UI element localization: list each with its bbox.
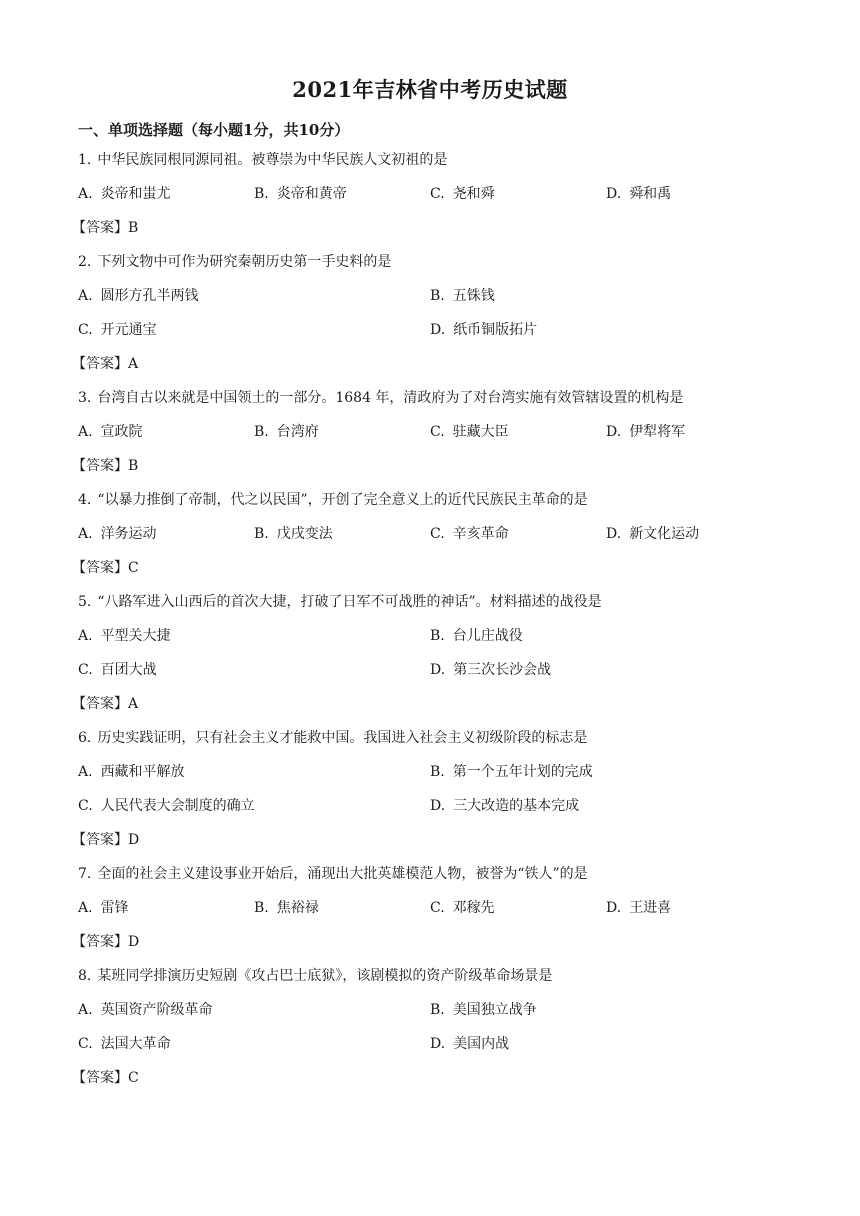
option-text: 炎帝和蚩尤 bbox=[100, 186, 171, 202]
option-text: 三大改造的基本完成 bbox=[453, 798, 580, 814]
option-text: 王进喜 bbox=[629, 900, 672, 916]
option-text: 西藏和平解放 bbox=[100, 764, 185, 780]
question-8 bbox=[72, 964, 798, 1100]
option-text: 美国独立战争 bbox=[452, 1002, 537, 1018]
option-letter: D. bbox=[430, 662, 446, 678]
option-letter: A. bbox=[78, 1002, 93, 1018]
options-row bbox=[78, 284, 798, 318]
option-letter: B. bbox=[254, 900, 269, 916]
option-c bbox=[430, 896, 606, 930]
options-row bbox=[78, 624, 798, 658]
option-letter: D. bbox=[430, 322, 446, 338]
option-text: 雷锋 bbox=[100, 900, 129, 916]
options-row bbox=[78, 318, 798, 352]
option-b bbox=[430, 284, 782, 318]
option-c bbox=[78, 658, 430, 692]
option-letter: A. bbox=[78, 764, 93, 780]
option-letter: A. bbox=[78, 628, 93, 644]
options-row bbox=[78, 522, 798, 556]
question-text: 下列文物中可作为研究秦朝历史第一手史料的是 bbox=[97, 254, 392, 270]
option-b bbox=[430, 624, 782, 658]
option-text: 洋务运动 bbox=[100, 526, 157, 542]
option-text: 伊犁将军 bbox=[629, 424, 686, 440]
options-row bbox=[78, 998, 798, 1032]
option-a bbox=[78, 760, 430, 794]
option-d bbox=[430, 318, 782, 352]
answer-value: D bbox=[128, 832, 140, 848]
options-row bbox=[78, 760, 798, 794]
option-c bbox=[430, 522, 606, 556]
question-6 bbox=[72, 726, 798, 862]
question-stem bbox=[78, 386, 798, 420]
option-letter: C. bbox=[430, 424, 445, 440]
option-d bbox=[606, 522, 782, 556]
question-number: 5. bbox=[78, 594, 92, 610]
options-row bbox=[78, 182, 798, 216]
question-stem bbox=[78, 590, 798, 624]
option-letter: C. bbox=[78, 798, 93, 814]
option-letter: A. bbox=[78, 424, 93, 440]
option-text: 美国内战 bbox=[453, 1036, 510, 1052]
answer-label: 【答案】 bbox=[72, 560, 128, 576]
option-text: 五铢钱 bbox=[452, 288, 495, 304]
question-3 bbox=[72, 386, 798, 488]
option-text: 平型关大捷 bbox=[100, 628, 171, 644]
question-number: 8. bbox=[78, 968, 92, 984]
question-stem bbox=[78, 250, 798, 284]
option-b bbox=[254, 182, 430, 216]
answer-label: 【答案】 bbox=[72, 1070, 128, 1086]
question-text: 历史实践证明，只有社会主义才能救中国。我国进入社会主义初级阶段的标志是 bbox=[97, 730, 588, 746]
answer-line bbox=[72, 556, 798, 590]
option-text: 戊戌变法 bbox=[276, 526, 333, 542]
answer-label: 【答案】 bbox=[72, 934, 128, 950]
option-text: 第三次长沙会战 bbox=[453, 662, 552, 678]
question-4 bbox=[72, 488, 798, 590]
option-letter: C. bbox=[430, 526, 445, 542]
option-text: 邓稼先 bbox=[452, 900, 495, 916]
question-text: 全面的社会主义建设事业开始后，涌现出大批英雄模范人物，被誉为“铁人”的是 bbox=[97, 866, 588, 882]
option-a bbox=[78, 998, 430, 1032]
option-c bbox=[78, 794, 430, 828]
answer-line bbox=[72, 930, 798, 964]
question-stem bbox=[78, 726, 798, 760]
option-letter: B. bbox=[254, 186, 269, 202]
option-d bbox=[606, 420, 782, 454]
question-5 bbox=[72, 590, 798, 726]
answer-value: C bbox=[128, 560, 139, 576]
question-stem bbox=[78, 862, 798, 896]
answer-line bbox=[72, 352, 798, 386]
option-b bbox=[430, 760, 782, 794]
question-text: “以暴力推倒了帝制，代之以民国”，开创了完全意义上的近代民族民主革命的是 bbox=[97, 492, 588, 508]
option-text: 驻藏大臣 bbox=[452, 424, 509, 440]
answer-line bbox=[72, 216, 798, 250]
question-stem bbox=[78, 148, 798, 182]
options-row bbox=[78, 420, 798, 454]
option-d bbox=[606, 182, 782, 216]
option-letter: B. bbox=[254, 424, 269, 440]
option-letter: D. bbox=[606, 186, 622, 202]
option-c bbox=[78, 318, 430, 352]
option-letter: B. bbox=[430, 1002, 445, 1018]
option-letter: A. bbox=[78, 900, 93, 916]
question-number: 2. bbox=[78, 254, 92, 270]
question-7 bbox=[72, 862, 798, 964]
option-letter: C. bbox=[430, 900, 445, 916]
answer-value: A bbox=[128, 356, 139, 372]
option-a bbox=[78, 522, 254, 556]
option-d bbox=[430, 1032, 782, 1066]
answer-line bbox=[72, 454, 798, 488]
option-b bbox=[254, 420, 430, 454]
option-letter: C. bbox=[78, 1036, 93, 1052]
option-c bbox=[78, 1032, 430, 1066]
question-number: 4. bbox=[78, 492, 92, 508]
question-text: “八路军进入山西后的首次大捷，打破了日军不可战胜的神话”。材料描述的战役是 bbox=[97, 594, 602, 610]
option-text: 第一个五年计划的完成 bbox=[452, 764, 593, 780]
option-letter: D. bbox=[430, 1036, 446, 1052]
page-title: 2021年吉林省中考历史试题 bbox=[292, 77, 568, 102]
option-text: 人民代表大会制度的确立 bbox=[100, 798, 255, 814]
options-row bbox=[78, 896, 798, 930]
option-letter: B. bbox=[430, 764, 445, 780]
option-text: 纸币铜版拓片 bbox=[453, 322, 538, 338]
question-2 bbox=[72, 250, 798, 386]
option-text: 英国资产阶级革命 bbox=[100, 1002, 213, 1018]
options-row bbox=[78, 1032, 798, 1066]
option-letter: C. bbox=[78, 662, 93, 678]
option-letter: A. bbox=[78, 186, 93, 202]
option-text: 圆形方孔半两钱 bbox=[100, 288, 199, 304]
answer-label: 【答案】 bbox=[72, 832, 128, 848]
answer-line bbox=[72, 1066, 798, 1100]
option-letter: D. bbox=[430, 798, 446, 814]
question-text: 某班同学排演历史短剧《攻占巴士底狱》，该剧模拟的资产阶级革命场景是 bbox=[97, 968, 553, 984]
question-text: 中华民族同根同源同祖。被尊崇为中华民族人文初祖的是 bbox=[97, 152, 448, 168]
question-1 bbox=[72, 148, 798, 250]
question-stem bbox=[78, 488, 798, 522]
option-text: 宣政院 bbox=[100, 424, 143, 440]
question-number: 1. bbox=[78, 152, 92, 168]
answer-label: 【答案】 bbox=[72, 356, 128, 372]
option-letter: B. bbox=[254, 526, 269, 542]
option-d bbox=[430, 794, 782, 828]
answer-value: D bbox=[128, 934, 140, 950]
option-text: 百团大战 bbox=[100, 662, 157, 678]
option-text: 焦裕禄 bbox=[276, 900, 319, 916]
option-a bbox=[78, 420, 254, 454]
option-text: 台儿庄战役 bbox=[452, 628, 523, 644]
option-c bbox=[430, 420, 606, 454]
question-text: 台湾自古以来就是中国领土的一部分。1684 年，清政府为了对台湾实施有效管辖设置的机构是 bbox=[97, 390, 684, 406]
option-text: 开元通宝 bbox=[100, 322, 157, 338]
option-a bbox=[78, 896, 254, 930]
option-b bbox=[254, 896, 430, 930]
option-b bbox=[254, 522, 430, 556]
answer-line bbox=[72, 692, 798, 726]
answer-value: C bbox=[128, 1070, 139, 1086]
option-a bbox=[78, 624, 430, 658]
option-text: 舜和禹 bbox=[629, 186, 672, 202]
option-a bbox=[78, 284, 430, 318]
option-letter: B. bbox=[430, 288, 445, 304]
answer-label: 【答案】 bbox=[72, 458, 128, 474]
options-row bbox=[78, 658, 798, 692]
options-row bbox=[78, 794, 798, 828]
option-text: 台湾府 bbox=[276, 424, 319, 440]
section-heading: 一、单项选择题（每小题1分，共10分） bbox=[78, 121, 350, 139]
answer-value: A bbox=[128, 696, 139, 712]
option-letter: B. bbox=[430, 628, 445, 644]
question-number: 6. bbox=[78, 730, 92, 746]
answer-label: 【答案】 bbox=[72, 696, 128, 712]
option-letter: C. bbox=[78, 322, 93, 338]
option-c bbox=[430, 182, 606, 216]
answer-value: B bbox=[128, 458, 139, 474]
option-text: 尧和舜 bbox=[452, 186, 495, 202]
answer-label: 【答案】 bbox=[72, 220, 128, 236]
question-list bbox=[72, 148, 798, 1100]
option-a bbox=[78, 182, 254, 216]
option-text: 辛亥革命 bbox=[452, 526, 509, 542]
option-text: 炎帝和黄帝 bbox=[276, 186, 347, 202]
question-stem bbox=[78, 964, 798, 998]
option-d bbox=[430, 658, 782, 692]
option-letter: A. bbox=[78, 526, 93, 542]
option-letter: D. bbox=[606, 424, 622, 440]
option-letter: C. bbox=[430, 186, 445, 202]
answer-value: B bbox=[128, 220, 139, 236]
answer-line bbox=[72, 828, 798, 862]
option-text: 新文化运动 bbox=[629, 526, 700, 542]
option-b bbox=[430, 998, 782, 1032]
question-number: 7. bbox=[78, 866, 92, 882]
option-d bbox=[606, 896, 782, 930]
option-letter: D. bbox=[606, 900, 622, 916]
option-letter: D. bbox=[606, 526, 622, 542]
option-letter: A. bbox=[78, 288, 93, 304]
option-text: 法国大革命 bbox=[100, 1036, 171, 1052]
question-number: 3. bbox=[78, 390, 92, 406]
